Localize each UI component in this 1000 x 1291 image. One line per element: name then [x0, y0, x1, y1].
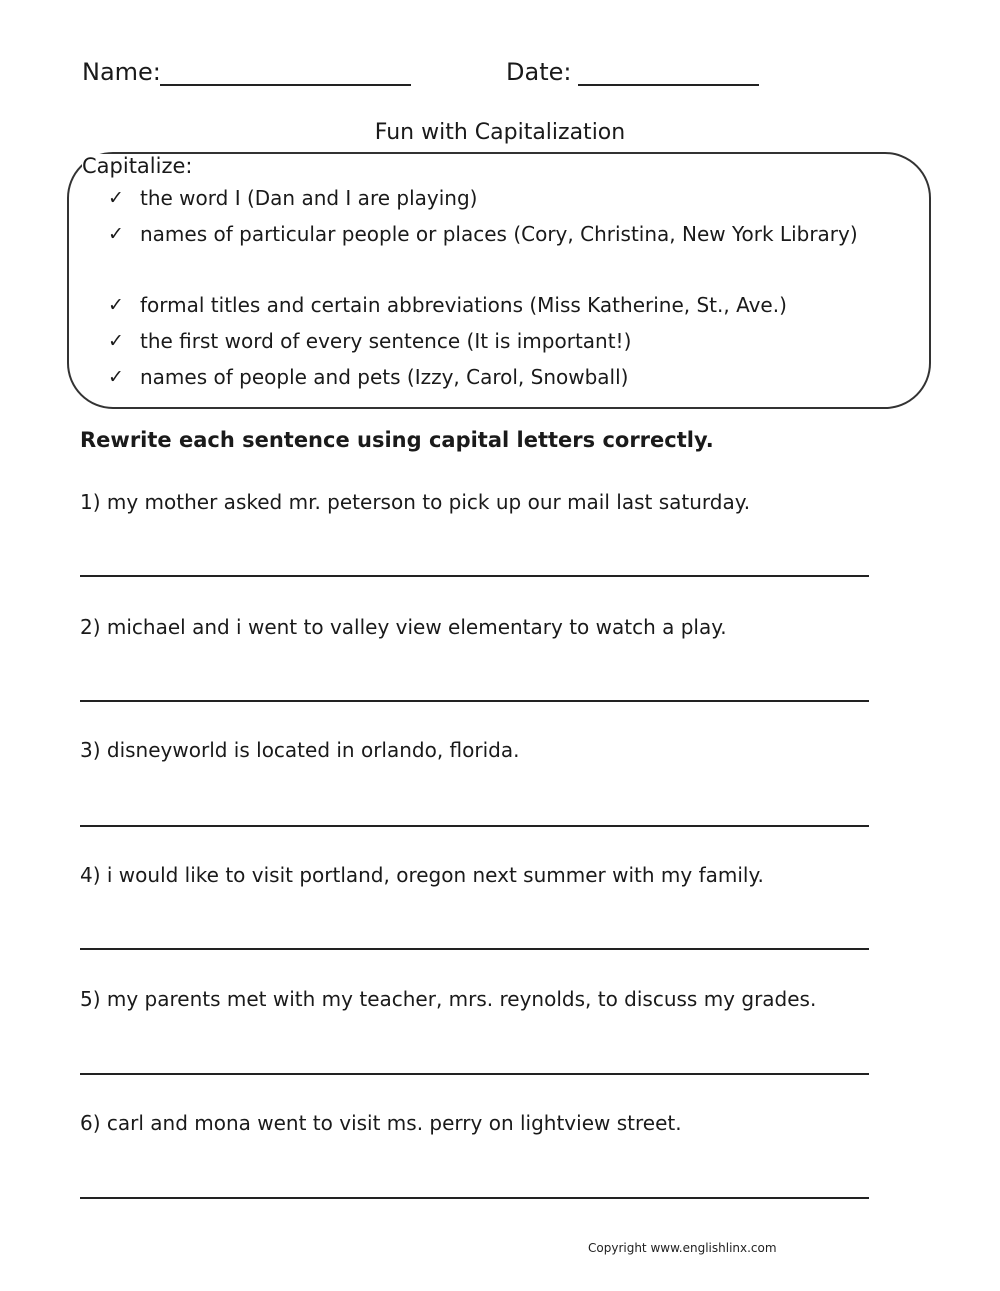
- answer-line-3[interactable]: [80, 825, 869, 827]
- answer-line-5[interactable]: [80, 1073, 869, 1075]
- answer-line-4[interactable]: [80, 948, 869, 950]
- date-label: Date:: [506, 58, 572, 86]
- rule-item: [108, 180, 898, 216]
- check-icon: ✓: [108, 223, 124, 245]
- check-icon: ✓: [108, 330, 124, 352]
- rule-text: names of particular people or places (Cory, Christina, New York Library): [140, 222, 858, 246]
- question-6: 6) carl and mona went to visit ms. perry on lightview street.: [80, 1111, 682, 1135]
- page-title: Fun with Capitalization: [374, 120, 626, 145]
- date-field[interactable]: [578, 84, 759, 86]
- question-3: 3) disneyworld is located in orlando, florida.: [80, 738, 520, 762]
- rule-item: [108, 323, 898, 359]
- answer-line-6[interactable]: [80, 1197, 869, 1199]
- name-field[interactable]: [160, 84, 411, 86]
- question-4: 4) i would like to visit portland, oregon next summer with my family.: [80, 863, 764, 887]
- rule-text: formal titles and certain abbreviations (Miss Katherine, St., Ave.): [140, 293, 787, 317]
- copyright-text: Copyright www.englishlinx.com: [588, 1241, 777, 1255]
- answer-line-2[interactable]: [80, 700, 869, 702]
- check-icon: ✓: [108, 187, 124, 209]
- rule-text: the word I (Dan and I are playing): [140, 186, 478, 210]
- rule-item: [108, 287, 898, 323]
- name-label: Name:: [82, 58, 161, 86]
- question-5: 5) my parents met with my teacher, mrs. reynolds, to discuss my grades.: [80, 987, 817, 1011]
- rule-item: [108, 216, 868, 252]
- check-icon: ✓: [108, 366, 124, 388]
- rule-text: the first word of every sentence (It is important!): [140, 329, 632, 353]
- rule-item: [108, 359, 898, 395]
- instruction-text: Rewrite each sentence using capital letters correctly.: [80, 428, 714, 452]
- question-2: 2) michael and i went to valley view elementary to watch a play.: [80, 615, 727, 639]
- check-icon: ✓: [108, 294, 124, 316]
- rules-heading: Capitalize:: [82, 154, 193, 178]
- rule-text: names of people and pets (Izzy, Carol, Snowball): [140, 365, 629, 389]
- answer-line-1[interactable]: [80, 575, 869, 577]
- question-1: 1) my mother asked mr. peterson to pick up our mail last saturday.: [80, 490, 751, 514]
